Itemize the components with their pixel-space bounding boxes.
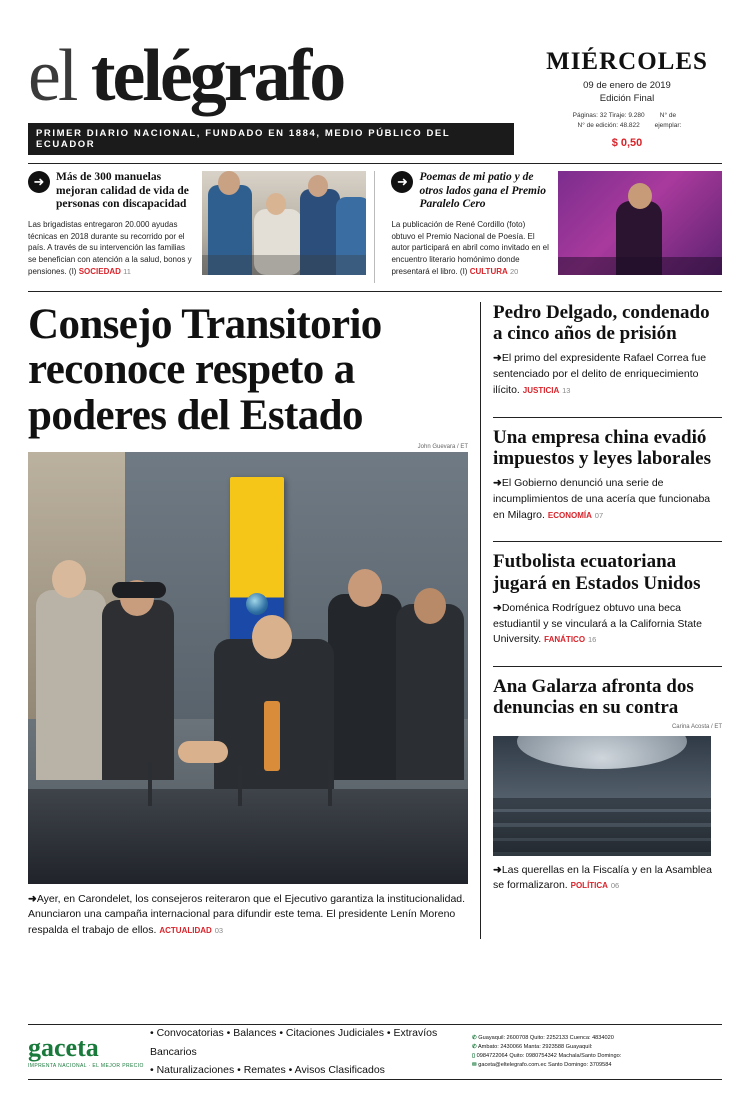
- assembly-ceiling: [517, 736, 687, 770]
- story-1-page: 13: [562, 385, 571, 395]
- masthead-date: 09 de enero de 2019: [583, 80, 671, 91]
- masthead: [28, 0, 722, 155]
- body-columns: [28, 302, 722, 939]
- story-4-body: [493, 863, 722, 895]
- right-arrow-icon: ➜: [28, 171, 50, 193]
- teaser-2-head: [391, 171, 549, 212]
- logo-part-el: el: [28, 35, 91, 117]
- right-arrow-icon: ➜: [391, 171, 413, 193]
- gaceta-services: [144, 1024, 472, 1079]
- story-4-photo: [493, 736, 711, 856]
- masthead-meta: [532, 111, 722, 131]
- figure-right-1: [328, 594, 402, 780]
- story-3[interactable]: [493, 551, 722, 657]
- gaceta-contact-text-4: gaceta@eltelegrafo.com.ec Santo Domingo: 3709584: [478, 1061, 612, 1068]
- story-2-text: El Gobierno denunció una serie de incumplimientos de una acería que funcionaba en Milagro.: [493, 477, 711, 521]
- story-1-section: JUSTICIA: [522, 385, 560, 395]
- teaser-1-section: SOCIEDAD: [78, 266, 121, 276]
- mail-icon: ✉: [472, 1061, 477, 1068]
- story-4[interactable]: [493, 676, 722, 903]
- photo-scene-meeting: [28, 452, 468, 884]
- gaceta-contact-text-2: Ambato: 2430066 Manta: 2923588 Guayaquil:: [477, 1044, 593, 1051]
- story-4-section: POLÍTICA: [570, 881, 608, 891]
- lead-photo-credit: John Guevara / ET: [417, 443, 468, 450]
- microphone: [148, 762, 152, 806]
- teaser-1-head: [28, 171, 194, 212]
- divider-story-1: [493, 417, 722, 418]
- phone-icon: ✆: [472, 1044, 477, 1051]
- photo-scene-stage: [558, 171, 722, 275]
- divider-mid: [28, 291, 722, 292]
- teaser-strip: [28, 171, 722, 283]
- lead-caption: [28, 892, 468, 939]
- story-4-page: 06: [610, 881, 620, 891]
- masthead-meta-pages: Páginas: 32 Tiraje: 9.280: [572, 112, 645, 119]
- story-1-headline: Pedro Delgado, condenado a cinco años de prisión: [493, 301, 710, 345]
- gaceta-contact: [472, 1034, 722, 1070]
- gaceta-contact-line-2: [472, 1043, 722, 1052]
- divider-story-2: [493, 541, 722, 542]
- necktie: [264, 701, 280, 771]
- story-4-photo-credit: Carina Acosta / ET: [671, 723, 722, 730]
- assembly-seat-row: [493, 812, 711, 823]
- figure-center-head: [252, 615, 292, 659]
- masthead-edition: Edición Final: [599, 93, 655, 104]
- tagline: PRIMER DIARIO NACIONAL, FUNDADO EN 1884, MEDIO PÚBLICO DEL ECUADOR: [28, 123, 514, 155]
- hat: [112, 582, 166, 598]
- teaser-2[interactable]: [383, 171, 557, 283]
- teaser-1-title: Más de 300 manuelas mejoran calidad de vida de personas con discapacidad: [56, 170, 189, 211]
- story-3-page: 16: [587, 635, 597, 645]
- mobile-icon: ▯: [472, 1053, 476, 1059]
- microphone: [328, 760, 332, 806]
- story-2-headline: Una empresa china evadió impuestos y leyes laborales: [493, 426, 711, 469]
- story-2-body: [493, 476, 722, 523]
- masthead-meta-copy-label2: ejemplar:: [654, 121, 682, 129]
- handshake: [178, 741, 228, 763]
- divider-top: [28, 163, 722, 164]
- lead-story[interactable]: [28, 302, 480, 939]
- gaceta-contact-text-3: 0984722064 Quito: 0980754342 Machala/Santo Domingo:: [476, 1053, 622, 1059]
- figure-right-1-head: [348, 569, 382, 607]
- story-3-headline: Futbolista ecuatoriana jugará en Estados Unidos: [493, 551, 701, 594]
- lead-page: 03: [214, 926, 224, 936]
- gaceta-subtitle: IMPRENTA NACIONAL · EL MEJOR PRECIO: [28, 1063, 144, 1069]
- figure-left-2: [102, 600, 174, 780]
- gaceta-services-line-1: • Convocatorias • Balances • Citaciones Judiciales • Extravíos Bancarios: [150, 1027, 438, 1058]
- microphone: [238, 766, 242, 806]
- teaser-2-photo: [558, 171, 722, 275]
- gaceta-logo: [28, 1035, 144, 1069]
- story-2-section: ECONOMÍA: [547, 510, 592, 520]
- teaser-2-body: [391, 219, 549, 277]
- gaceta-contact-line-3: [472, 1052, 722, 1061]
- right-arrow-icon: ➜: [28, 892, 37, 905]
- photo-scene-medical: [202, 171, 366, 275]
- lead-caption-text: Ayer, en Carondelet, los consejeros reiteraron que el Ejecutivo garantiza la institucionalidad. Anunciaron una campaña internacional para difundir este tema. El presidente Lenín Moreno respalda el trabajo de ellos.: [28, 892, 466, 937]
- footer-advertisement[interactable]: [28, 1024, 722, 1080]
- figure-left-1: [36, 590, 106, 780]
- right-arrow-icon: ➜: [493, 863, 502, 876]
- story-3-body: [493, 601, 722, 648]
- masthead-date-block: [532, 42, 722, 149]
- divider-teaser: [374, 171, 375, 283]
- teaser-1[interactable]: [28, 171, 202, 283]
- photo-scene-assembly: [493, 736, 711, 856]
- masthead-meta-copy-label: N° de: [659, 112, 677, 119]
- story-3-text: Doménica Rodríguez obtuvo una beca estudiantil y se vinculará a la California State University.: [493, 601, 702, 646]
- story-4-text: Las querellas en la Fiscalía y en la Asamblea se formalizaron.: [493, 863, 712, 892]
- gaceta-name: gaceta: [28, 1033, 99, 1062]
- assembly-seat-row: [493, 827, 711, 838]
- teaser-2-section: CULTURA: [469, 266, 508, 276]
- assembly-seat-row: [493, 841, 711, 852]
- right-arrow-icon: ➜: [493, 477, 502, 490]
- right-column: [481, 302, 722, 939]
- lead-photo: [28, 452, 468, 884]
- teaser-1-body: [28, 219, 194, 277]
- figure-right-2: [396, 604, 464, 780]
- phone-icon: ✆: [472, 1035, 477, 1042]
- masthead-meta-issue: N° de edición: 48.822: [577, 121, 640, 129]
- divider-story-3: [493, 666, 722, 667]
- story-2-page: 07: [594, 510, 604, 520]
- teaser-2-text: La publicación de René Cordillo (foto) obtuvo el Premio Nacional de Poesía. El autor participará en abril como invitado en el encuentro literario homónimo donde presentará el libro. (I): [391, 220, 549, 276]
- right-arrow-icon: ➜: [493, 601, 502, 614]
- lead-headline: Consejo Transitorio reconoce respeto a poderes del Estado: [28, 300, 382, 439]
- lead-section: ACTUALIDAD: [159, 926, 212, 936]
- masthead-price: $ 0,50: [611, 136, 643, 149]
- story-1-body: [493, 351, 722, 398]
- right-arrow-icon: ➜: [493, 352, 502, 365]
- teaser-1-photo: [202, 171, 366, 275]
- teaser-1-page: 11: [123, 266, 131, 276]
- masthead-logo-block: [28, 35, 532, 155]
- story-3-section: FANÁTICO: [544, 635, 586, 645]
- logo: [28, 35, 532, 117]
- teaser-2-page: 20: [510, 266, 519, 276]
- story-1[interactable]: [493, 302, 722, 408]
- assembly-seat-row: [493, 798, 711, 809]
- logo-part-telegrafo: telégrafo: [90, 35, 344, 117]
- story-1-text: El primo del expresidente Rafael Correa fue sentenciado por el delito de enriquecimiento ilícito.: [493, 352, 707, 396]
- gaceta-contact-line-4: [472, 1061, 722, 1070]
- teaser-2-title: Poemas de mi patio y de otros lados gana el Premio Paralelo Cero: [419, 170, 546, 211]
- masthead-weekday: MIÉRCOLES: [546, 48, 708, 75]
- gaceta-contact-line-1: [472, 1034, 722, 1043]
- gaceta-contact-text-1: Guayaquil: 2600708 Quito: 2252133 Cuenca: 4834020: [478, 1035, 614, 1042]
- story-2[interactable]: [493, 427, 722, 533]
- story-4-headline: Ana Galarza afronta dos denuncias en su contra: [493, 676, 694, 719]
- gaceta-services-line-2: • Naturalizaciones • Remates • Avisos Clasificados: [150, 1064, 385, 1077]
- photo-table: [28, 789, 468, 884]
- teaser-1-text: Las brigadistas entregaron 20.000 ayudas técnicas en 2018 durante su recorrido por el país. A través de su intervención las familias se benefician con atención a la salud, bonos y pensiones. (I): [28, 220, 192, 276]
